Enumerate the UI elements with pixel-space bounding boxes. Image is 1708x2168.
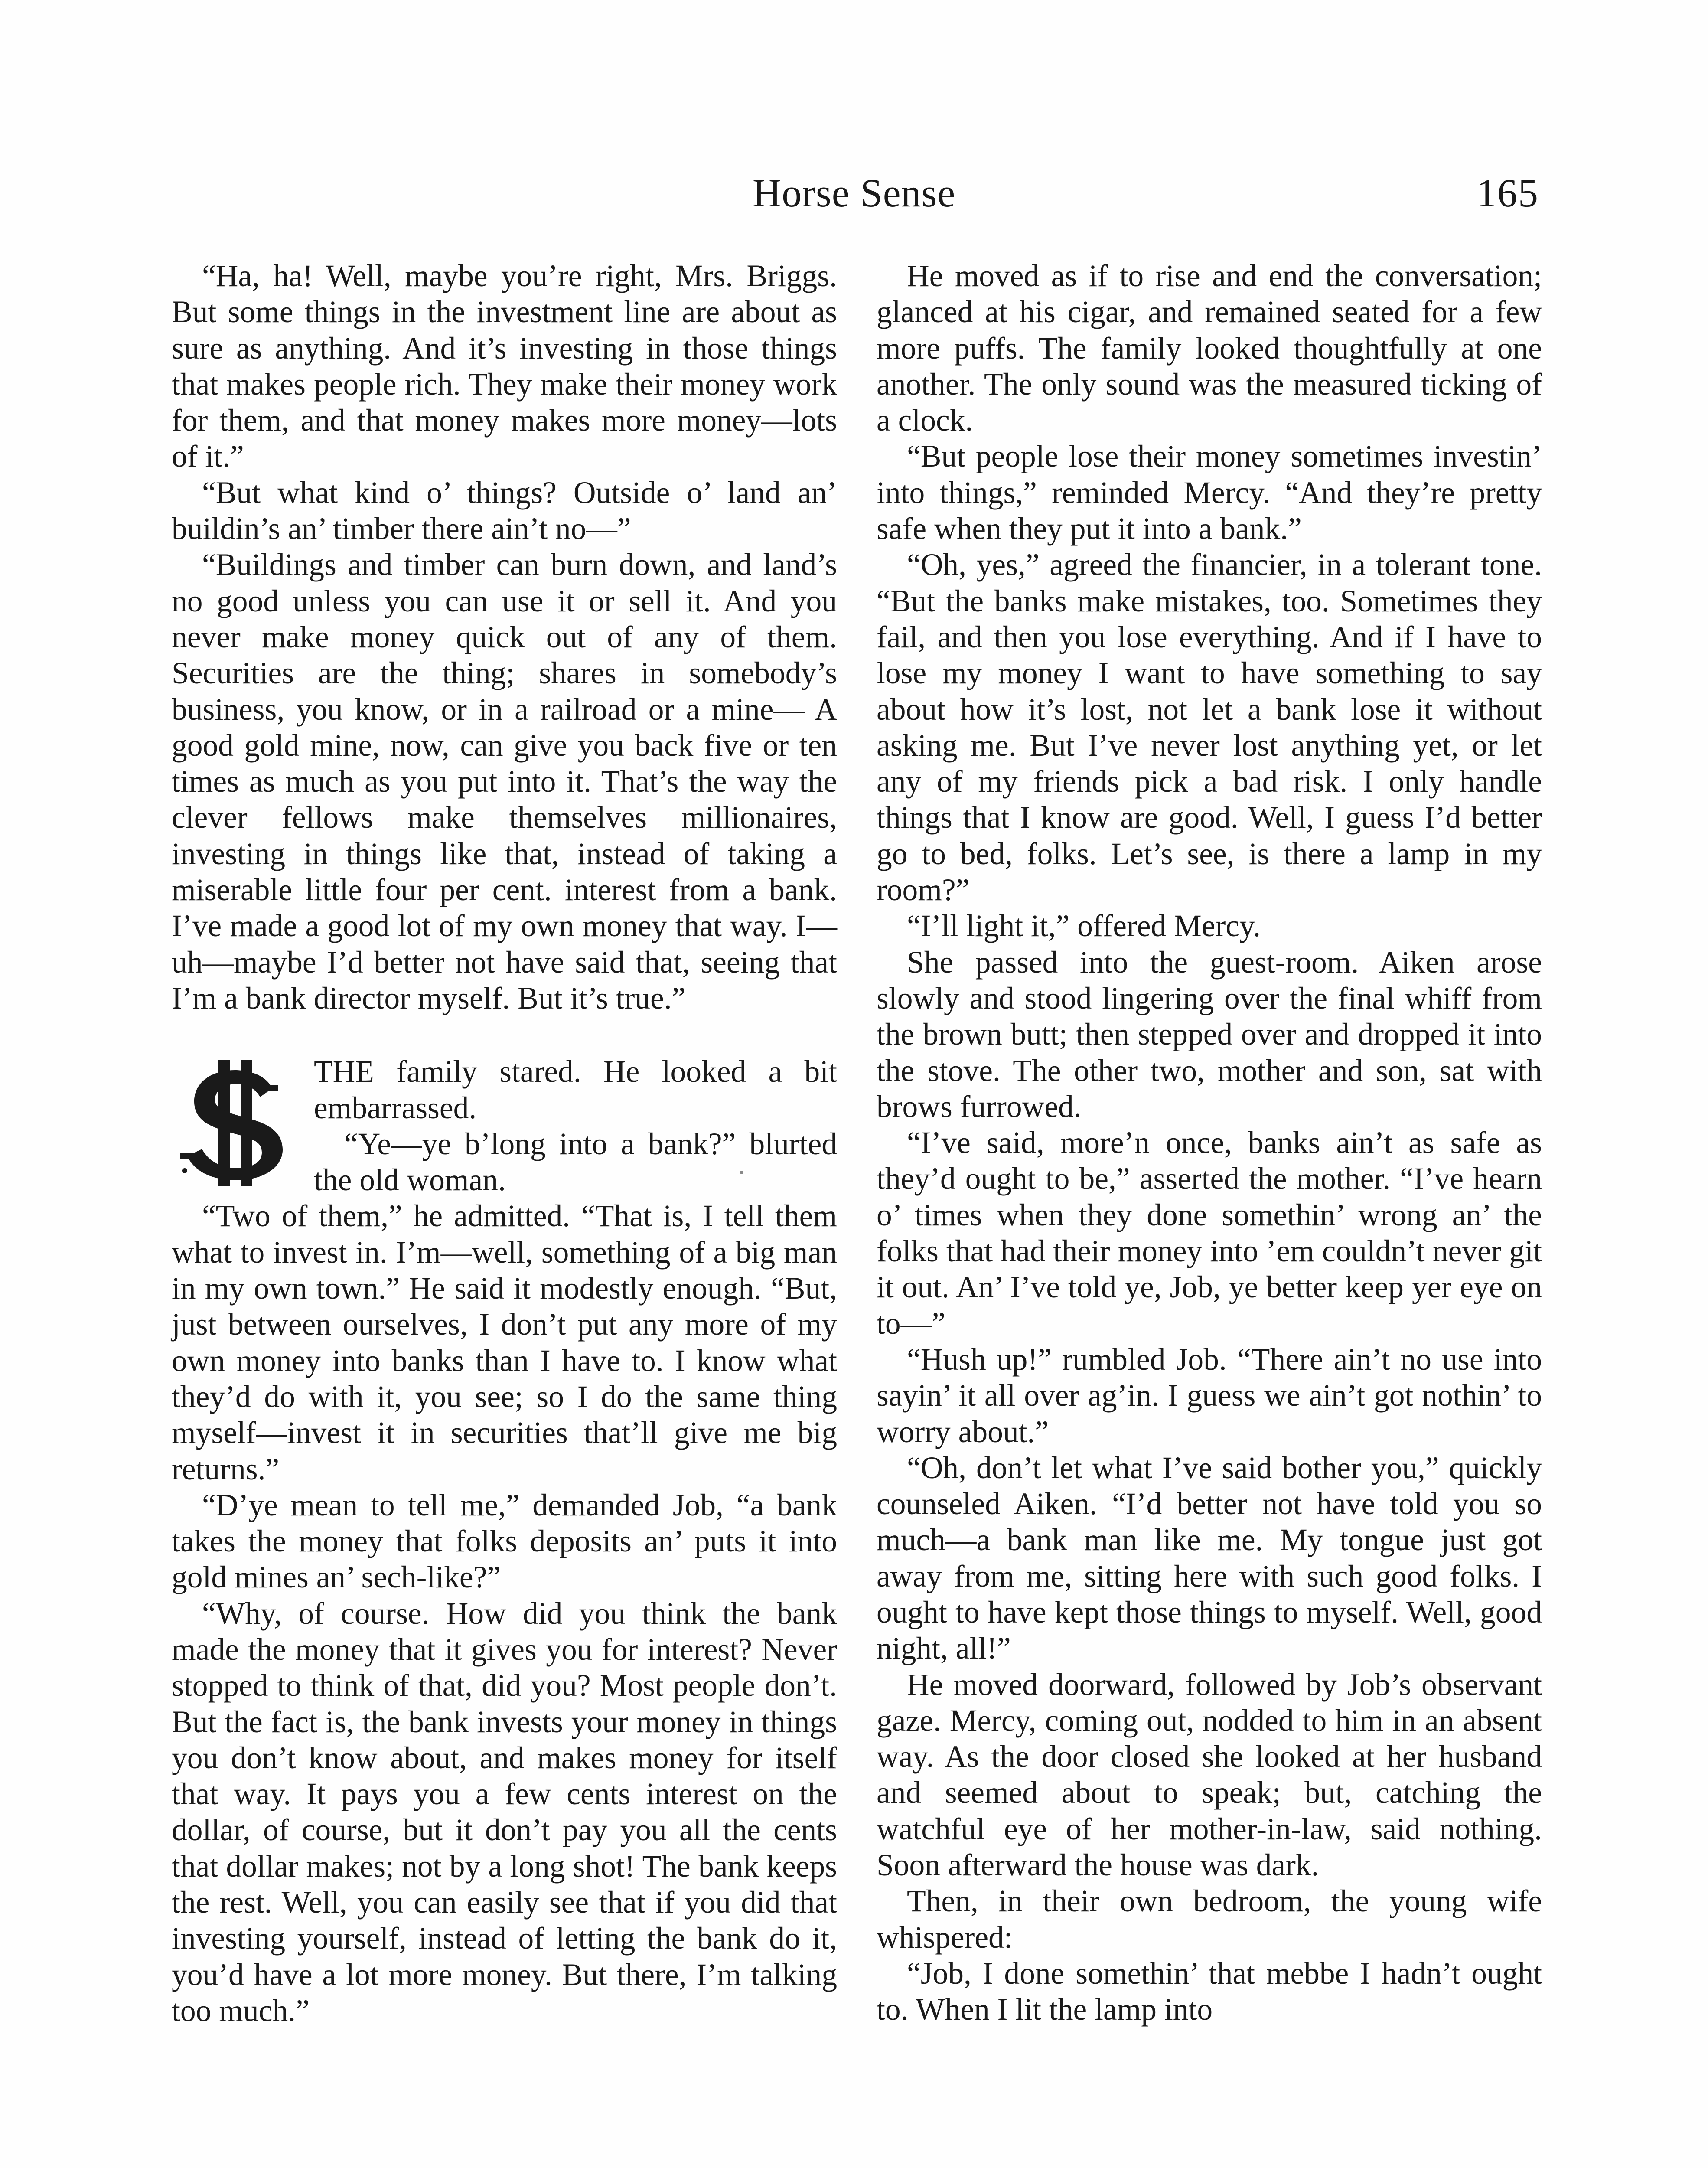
page-number: 165 bbox=[1477, 171, 1539, 215]
section-break bbox=[172, 1016, 837, 1054]
paragraph: Then, in their own bedroom, the young wife whispered: bbox=[877, 1884, 1542, 1955]
running-title: Horse Sense bbox=[752, 171, 956, 215]
paragraph: “Buildings and timber can burn down, and land’s no good unless you can use it or sell it. And you never make money quick out of any of them. Securities are the thing; shares in somebody’s business, you know, or in a railroad or a mine— A good gold mine, now, can give you back five or ten times as much as you put into it. That’s the way the clever fellows make themselves millionaires, investing in things like that, instead of taking a miserable little four per cent. interest from a bank. I’ve made a good lot of my own money that way. I—uh—maybe I’d better not have said that, seeing that I’m a bank director myself. But it’s true.” bbox=[172, 548, 837, 1015]
paragraph: He moved doorward, followed by Job’s observant gaze. Mercy, coming out, nodded to him in an absent way. As the door closed she looked at her husband and seemed about to speak; but, catching the watchful eye of her mother-in-law, said nothing. Soon afterward the house was dark. bbox=[877, 1667, 1542, 1883]
paragraph: “D’ye mean to tell me,” demanded Job, “a bank takes the money that folks deposits an’ puts it into gold mines an’ sech-like?” bbox=[172, 1488, 837, 1595]
paragraph: “Ha, ha! Well, maybe you’re right, Mrs. Briggs. But some things in the investment line are about as sure as anything. And it’s investing in those things that makes people rich. They make their money work for them, and that money makes more money—lots of it.” bbox=[172, 259, 837, 474]
dollar-sign-drop-cap-icon bbox=[172, 1058, 302, 1188]
drop-cap-section bbox=[172, 1054, 837, 1198]
paragraph: She passed into the guest-room. Aiken arose slowly and stood lingering over the final whiff from the brown butt; then stepped over and dropped it into the stove. The other two, mother and son, sat with brows furrowed. bbox=[877, 945, 1542, 1124]
paragraph: “Why, of course. How did you think the bank made the money that it gives you for interest? Never stopped to think of that, did you? Most people don’t. But the fact is, the bank invests your money in things you don’t know about, and makes money for itself that way. It pays you a few cents interest on the dollar, of course, but it don’t pay you all the cents that dollar makes; not by a long shot! The bank keeps the rest. Well, you can easily see that if you did that investing yourself, instead of letting the bank do it, you’d have a lot more money. But there, I’m talking too much.” bbox=[172, 1596, 837, 2028]
paragraph: “Two of them,” he admitted. “That is, I tell them what to invest in. I’m—well, something of a big man in my own town.” He said it modestly enough. “But, just between ourselves, I don’t put any more of my own money into banks than I have to. I know what they’d do with it, you see; so I do the same thing myself—invest it in securities that’ll give me big returns.” bbox=[172, 1199, 837, 1486]
paragraph: “But people lose their money sometimes investin’ into things,” reminded Mercy. “And they’re pretty safe when they put it into a bank.” bbox=[877, 439, 1542, 546]
paragraph: “Oh, don’t let what I’ve said bother you,” quickly counseled Aiken. “I’d better not have told you so much—a bank man like me. My tongue just got away from me, sitting here with such good folks. I ought to have kept those things to myself. Well, good night, all!” bbox=[877, 1450, 1542, 1666]
paragraph: “Hush up!” rumbled Job. “There ain’t no use into sayin’ it all over ag’in. I guess we ain’t got nothin’ to worry about.” bbox=[877, 1342, 1542, 1449]
drop-cap-paragraph: THE family stared. He looked a bit embarrassed. bbox=[314, 1055, 837, 1125]
paragraph: “Ye—ye b’long into a bank?” blurted the old woman. bbox=[314, 1126, 837, 1198]
right-column bbox=[877, 258, 1542, 2028]
print-speck bbox=[740, 1171, 743, 1174]
paragraph: He moved as if to rise and end the conversation; glanced at his cigar, and remained seated for a few more puffs. The family looked thoughtfully at one another. The only sound was the measured ticking of a clock. bbox=[877, 259, 1542, 438]
paragraph: “But what kind o’ things? Outside o’ land an’ buildin’s an’ timber there ain’t no—” bbox=[172, 475, 837, 546]
paragraph: “I’ll light it,” offered Mercy. bbox=[907, 909, 1261, 944]
left-column bbox=[172, 258, 837, 2029]
paragraph: “Job, I done somethin’ that mebbe I hadn’t ought to. When I lit the lamp into bbox=[877, 1956, 1542, 2027]
paragraph: “I’ve said, more’n once, banks ain’t as safe as they’d ought to be,” asserted the mother. “I’ve hearn o’ times when they done somethin’ wrong an’ the folks that had their money into ’em couldn’t never git it out. An’ I’ve told ye, Job, ye better keep yer eye on to—” bbox=[877, 1126, 1542, 1341]
paragraph: “Oh, yes,” agreed the financier, in a tolerant tone. “But the banks make mistakes, too. Sometimes they fail, and then you lose everything. And if I have to lose my money I want to have something to say about how it’s lost, not let a bank lose it without asking me. But I’ve never lost anything yet, or let any of my friends pick a bad risk. I only handle things that I know are good. Well, I guess I’d better go to bed, folks. Let’s see, is there a lamp in my room?” bbox=[877, 548, 1542, 908]
